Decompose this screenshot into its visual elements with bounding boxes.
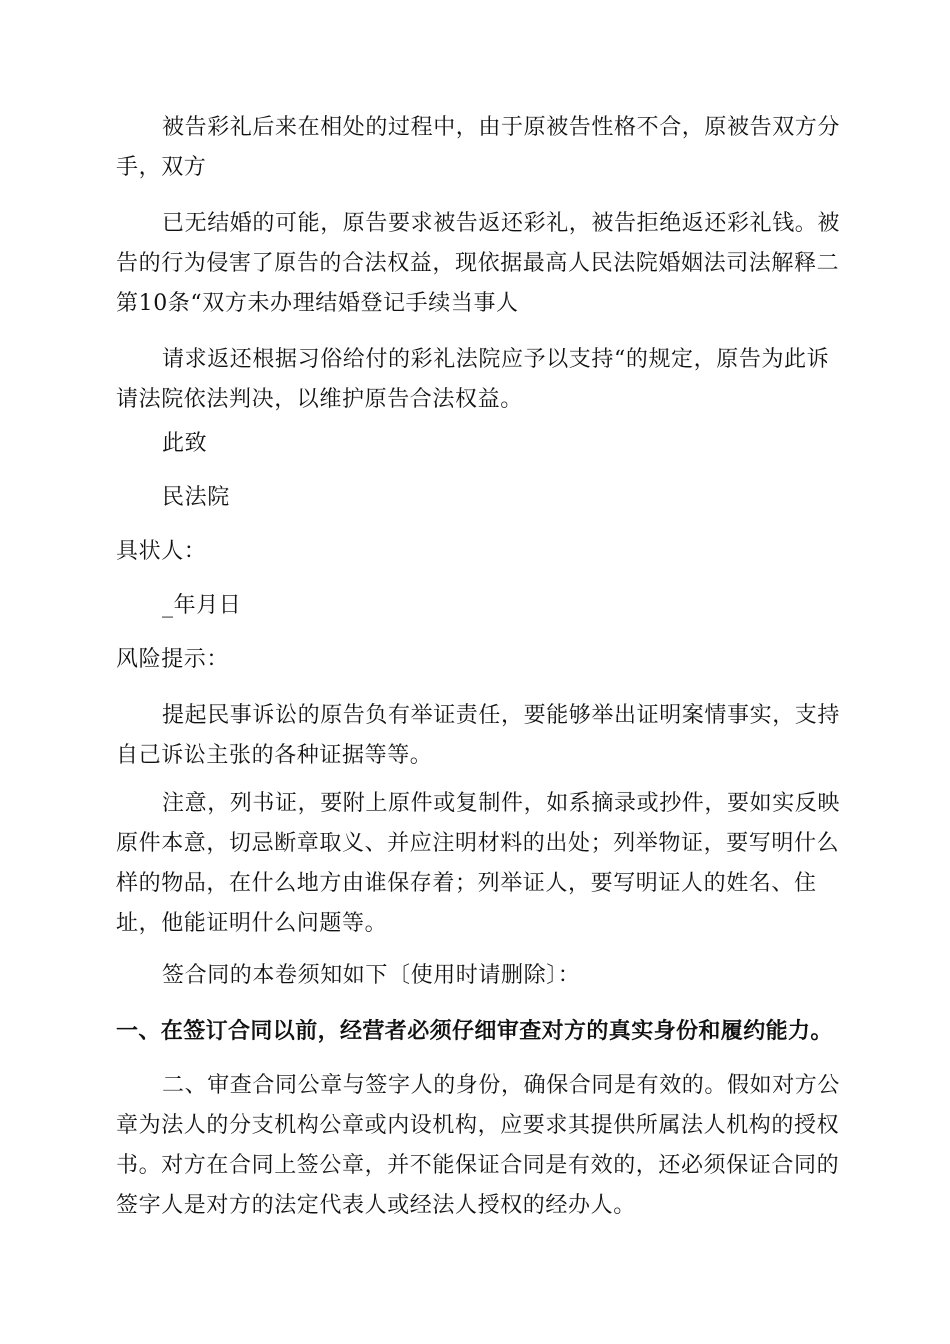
text-line: 自己诉讼主张的各种证据等等。: [116, 743, 433, 768]
paragraph-burden-of-proof: [116, 696, 841, 776]
contract-notice-intro: 签合同的本卷须知如下〔使用时请删除〕：: [162, 963, 581, 988]
text-line: 二、审查合同公章与签字人的身份，确保合同是有效的。假如对方公: [162, 1073, 841, 1098]
text-line: 章为法人的分支机构公章或内设机构，应要求其提供所属法人机构的授权: [116, 1113, 840, 1138]
text-line: 请求返还根据习俗给付的彩礼法院应予以支持“的规定，原告为此诉: [162, 347, 830, 372]
text-line: 原件本意，切忌断章取义、并应注明材料的出处；列举物证，要写明什么: [116, 831, 840, 856]
text-line: 第10条“双方未办理结婚登记手续当事人: [116, 291, 519, 316]
text-line: 注意，列书证，要附上原件或复制件，如系摘录或抄件，要如实反映: [162, 791, 841, 816]
text-line: 样的物品，在什么地方由谁保存着；列举证人，要写明证人的姓名、住: [116, 871, 817, 896]
text-line: 提起民事诉讼的原告负有举证责任，要能够举出证明案情事实，支持: [162, 703, 841, 728]
plaintiff-signature-label: 具状人：: [116, 539, 207, 564]
date-line: _年月日: [162, 593, 242, 618]
risk-notice-heading: 风险提示：: [116, 647, 230, 672]
text-line: 址，他能证明什么问题等。: [116, 911, 388, 936]
court-addressee: 民法院: [162, 485, 230, 510]
text-line: 签字人是对方的法定代表人或经法人授权的经办人。: [116, 1193, 636, 1218]
text-line: 告的行为侵害了原告的合法权益，现依据最高人民法院婚姻法司法解释二: [116, 251, 840, 276]
paragraph-bride-price-breakup: [116, 108, 841, 188]
text-line: 请法院依法判决，以维护原告合法权益。: [116, 387, 523, 412]
contract-notice-item-1: 一、在签订合同以前，经营者必须仔细审查对方的真实身份和履约能力。: [116, 1019, 833, 1044]
paragraph-request: [116, 340, 834, 420]
text-line: 书。对方在合同上签公章，并不能保证合同是有效的，还必须保证合同的: [116, 1153, 840, 1178]
contract-notice-item-2: [116, 1066, 841, 1226]
paragraph-evidence-notes: [116, 784, 841, 944]
text-line: 手，双方: [116, 155, 207, 180]
text-line: 已无结婚的可能，原告要求被告返还彩礼，被告拒绝返还彩礼钱。被: [162, 211, 841, 236]
paragraph-legal-basis: [116, 204, 841, 324]
text-line: 被告彩礼后来在相处的过程中，由于原被告性格不合，原被告双方分: [162, 115, 841, 140]
salutation: 此致: [162, 431, 208, 456]
